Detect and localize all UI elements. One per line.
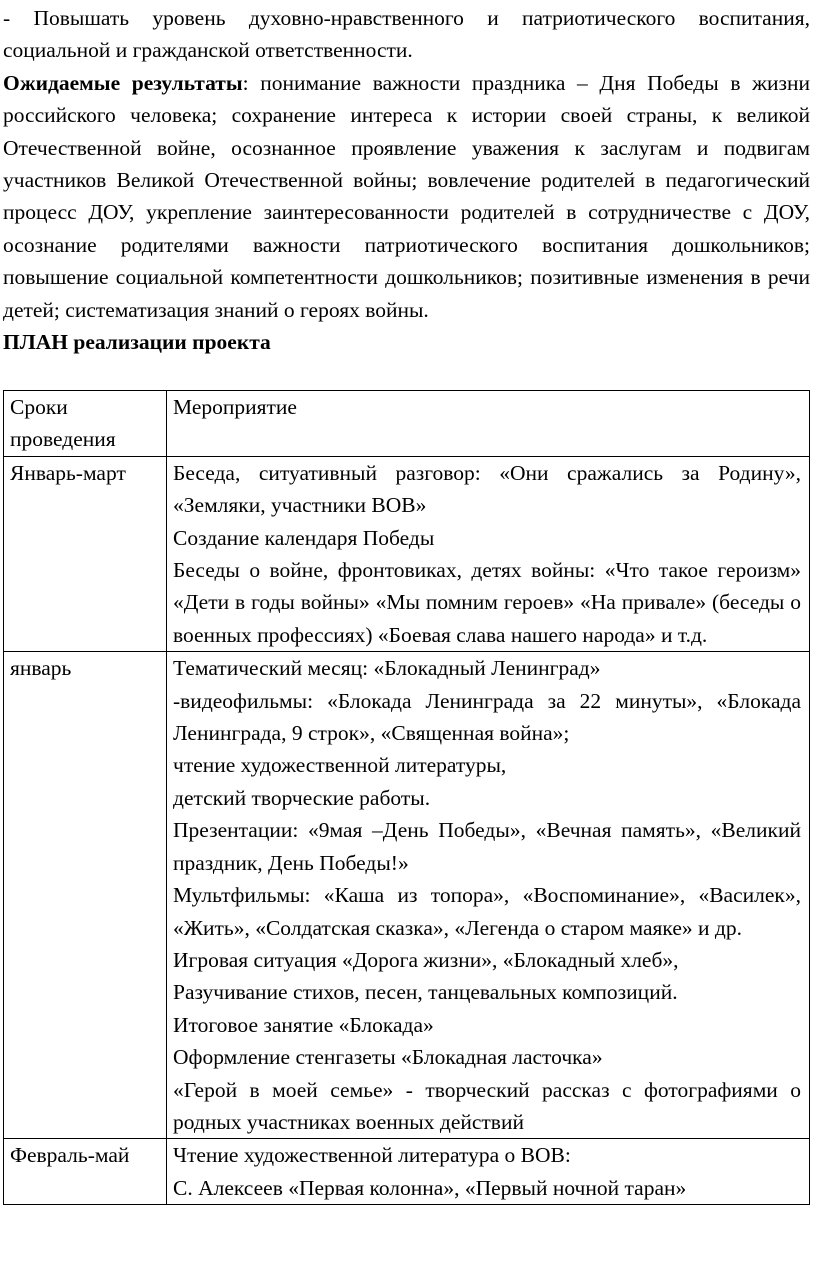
row-period: Февраль-май [4, 1139, 167, 1205]
table-row [4, 652, 810, 1139]
header-event: Мероприятие [167, 391, 810, 457]
intro-text: - Повышать уровень духовно-нравственного и патриотического воспитания, социальной и гражданской ответственности. [3, 6, 810, 63]
row-period: январь [4, 652, 167, 1139]
event-item: Мультфильмы: «Каша из топора», «Воспоминание», «Василек», «Жить», «Солдатская сказка», «Легенда о старом маяке» и др. [173, 883, 801, 940]
event-item: «Герой в моей семье» - творческий рассказ с фотографиями о родных участниках военных действий [173, 1077, 801, 1134]
row-period: Январь-март [4, 456, 167, 651]
event-item: Беседа, ситуативный разговор: «Они сражались за Родину», «Земляки, участники ВОВ» [173, 460, 801, 518]
row-events [167, 652, 810, 1139]
event-item: детский творческие работы. [173, 785, 431, 810]
event-item: Тематический месяц: «Блокадный Ленинград» [173, 656, 601, 681]
plan-title: ПЛАН реализации проекта [3, 330, 271, 355]
event-item: -видеофильмы: «Блокада Ленинграда за 22 минуты», «Блокада Ленинграда, 9 строк», «Священная война»; [173, 688, 801, 746]
event-item: Итоговое занятие «Блокада» [173, 1012, 434, 1037]
table-row [4, 456, 810, 651]
event-item: Презентации: «9мая –День Победы», «Вечная память», «Великий праздник, День Победы!» [173, 818, 801, 875]
plan-table [3, 390, 810, 1205]
table-row [4, 1139, 810, 1205]
event-item: Разучивание стихов, песен, танцевальных композиций. [173, 980, 678, 1005]
event-item: чтение художественной литературы, [173, 753, 507, 778]
expected-results-paragraph [0, 67, 816, 326]
event-item: Игровая ситуация «Дорога жизни», «Блокадный хлеб», [173, 947, 679, 972]
event-item: Оформление стенгазеты «Блокадная ласточка» [173, 1045, 603, 1070]
row-events [167, 456, 810, 651]
table-header-row [4, 391, 810, 457]
event-item: С. Алексеев «Первая колонна», «Первый ночной таран» [173, 1175, 687, 1200]
event-item: Чтение художественной литература о ВОВ: [173, 1143, 571, 1168]
header-period: Сроки проведения [4, 391, 167, 457]
event-item: Беседы о войне, фронтовиках, детях войны: «Что такое героизм» «Дети в годы войны» «Мы помним героев» «На привале» (беседы о военных профессиях) «Боевая слава нашего народа» и т.д. [173, 558, 801, 647]
row-events [167, 1139, 810, 1205]
event-item: Создание календаря Победы [173, 525, 435, 550]
intro-paragraph [0, 0, 816, 67]
expected-results-label: Ожидаемые результаты [3, 70, 243, 95]
expected-results-text: : понимание важности праздника – Дня Победы в жизни российского человека; сохранение интереса к истории своей страны, к великой Отечественной войне, осознанное проявление уважения к заслугам и подвигам участников Великой Отечественной войны; вовлечение родителей в педагогический процесс ДОУ, укрепление заинтересованности родителей в сотрудничестве с ДОУ, осознание родителями важности патриотического воспитания дошкольников; повышение социальной компетентности дошкольников; позитивные изменения в речи детей; систематизация знаний о героях войны. [3, 70, 810, 322]
